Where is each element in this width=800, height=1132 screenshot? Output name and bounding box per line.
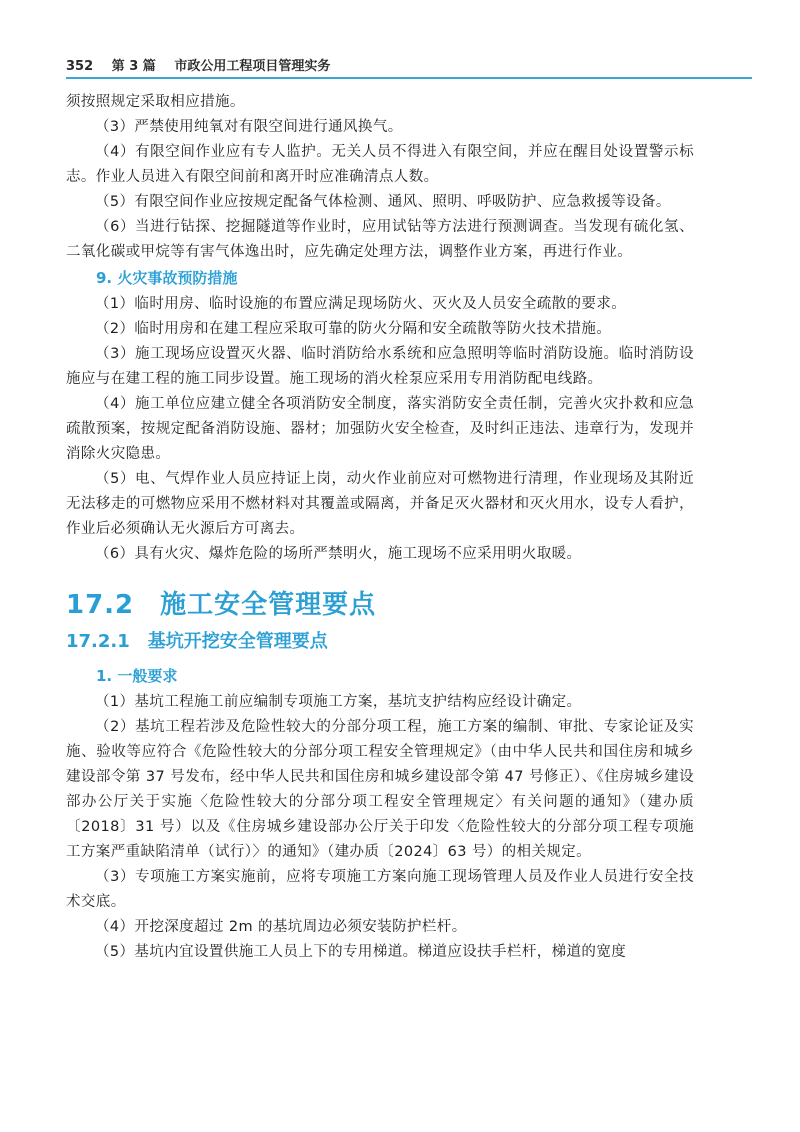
section-number: 17.2: [66, 590, 135, 620]
section-heading: [66, 587, 694, 623]
list-item: （4）施工单位应建立健全各项消防安全制度，落实消防安全责任制，完善火灾扑救和应急疏散预案，按规定配备消防设施、器材；加强防火安全检查，及时纠正违法、违章行为，发现并消除火灾隐患。: [66, 396, 694, 462]
page-number: 352: [66, 59, 94, 74]
general-requirements-heading: 1. 一般要求: [96, 667, 178, 685]
part-label: 第 3 篇: [111, 59, 156, 74]
fire-prevention-heading: 9. 火灾事故预防措施: [96, 269, 238, 287]
paragraph: （6）当进行钻探、挖掘隧道等作业时，应用试钻等方法进行预测调查。当发现有硫化氢、二氧化碳或甲烷等有害气体逸出时，应先确定处理方法，调整作业方案，再进行作业。: [66, 219, 694, 260]
list-item: （5）基坑内宜设置供施工人员上下的专用梯道。梯道应设扶手栏杆，梯道的宽度: [95, 944, 627, 960]
running-header: [66, 55, 752, 74]
subsection-title: 基坑开挖安全管理要点: [147, 631, 328, 652]
list-item: （1）临时用房、临时设施的布置应满足现场防火、灭火及人员安全疏散的要求。: [95, 296, 627, 312]
header-rule: [66, 77, 752, 79]
list-item: （1）基坑工程施工前应编制专项施工方案，基坑支护结构应经设计确定。: [95, 694, 582, 710]
paragraph: （4）有限空间作业应有专人监护。无关人员不得进入有限空间，并应在醒目处设置警示标志。作业人员进入有限空间前和离开时应准确清点人数。: [66, 144, 694, 185]
book-title: 市政公用工程项目管理实务: [174, 59, 331, 74]
subsection-heading: [66, 627, 694, 657]
subsection-number: 17.2.1: [66, 631, 130, 652]
list-item: （4）开挖深度超过 2m 的基坑周边必须安装防护栏杆。: [95, 919, 467, 935]
list-item: （6）具有火灾、爆炸危险的场所严禁明火，施工现场不应采用明火取暖。: [95, 546, 582, 562]
list-item: （3）专项施工方案实施前，应将专项施工方案向施工现场管理人员及作业人员进行安全技术交底。: [66, 869, 694, 910]
paragraph: （5）有限空间作业应按规定配备气体检测、通风、照明、呼吸防护、应急救援等设备。: [95, 194, 671, 210]
body-text: [66, 90, 694, 965]
paragraph: （3）严禁使用纯氧对有限空间进行通风换气。: [95, 119, 403, 135]
list-item: （2）临时用房和在建工程应采取可靠的防火分隔和安全疏散等防火技术措施。: [95, 321, 612, 337]
paragraph: 须按照规定采取相应措施。: [66, 94, 245, 110]
list-item: （2）基坑工程若涉及危险性较大的分部分项工程，施工方案的编制、审批、专家论证及实施、验收等应符合《危险性较大的分部分项工程安全管理规定》（由中华人民共和国住房和城乡建设部令第 37 号发布，经中华人民共和国住房和城乡建设部令第 47 号修正）、《住房城乡建设部办公厅关于实施〈危险性较大的分部分项工程安全管理规定〉有关问题的通知》（建办质〔2018〕31 号）以及《住房城乡建设部办公厅关于印发〈危险性较大的分部分项工程专项施工方案严重缺陷清单（试行）〉的通知》（建办质〔2024〕63 号）的相关规定。: [66, 719, 694, 860]
list-item: （5）电、气焊作业人员应持证上岗，动火作业前应对可燃物进行清理，作业现场及其附近无法移走的可燃物应采用不燃材料对其覆盖或隔离，并备足灭火器材和灭火用水，设专人看护，作业后必须确认无火源后方可离去。: [66, 471, 694, 537]
list-item: （3）施工现场应设置灭火器、临时消防给水系统和应急照明等临时消防设施。临时消防设施应与在建工程的施工同步设置。施工现场的消火栓泵应采用专用消防配电线路。: [66, 346, 694, 387]
section-title: 施工安全管理要点: [160, 590, 377, 620]
